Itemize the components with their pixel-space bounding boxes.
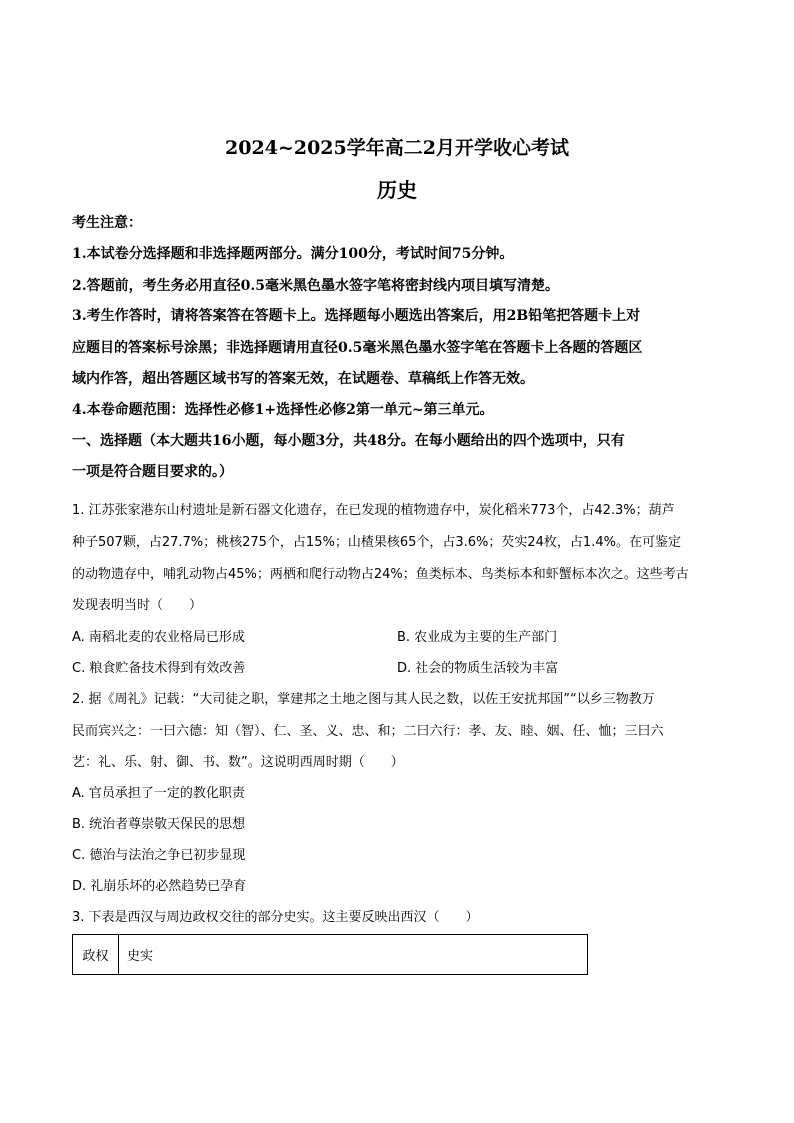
notice-item-1: 1.本试卷分选择题和非选择题两部分。满分100分，考试时间75分钟。 bbox=[72, 246, 514, 262]
notice-item-4: 4.本卷命题范围：选择性必修1+选择性必修2第一单元~第三单元。 bbox=[72, 402, 494, 418]
notice-heading: 考生注意： bbox=[72, 215, 142, 231]
question-2-line-3: 艺：礼、乐、射、御、书、数”。这说明西周时期（ ） bbox=[72, 755, 404, 770]
question-1-option-a: A. 南稻北麦的农业格局已形成 bbox=[72, 630, 245, 645]
question-2-option-c: C. 德治与法治之争已初步显现 bbox=[72, 848, 246, 863]
question-1-option-c: C. 粮食贮备技术得到有效改善 bbox=[72, 661, 246, 676]
notice-item-3-line-3: 域内作答，超出答题区域书写的答案无效，在试题卷、草稿纸上作答无效。 bbox=[72, 371, 534, 387]
question-3-line-1: 3. 下表是西汉与周边政权交往的部分史实。这主要反映出西汉（ ） bbox=[72, 910, 479, 925]
question-1-line-4: 发现表明当时（ ） bbox=[72, 598, 203, 613]
question-2-option-b: B. 统治者尊崇敬天保民的思想 bbox=[72, 817, 246, 832]
question-2-option-d: D. 礼崩乐坏的必然趋势已孕育 bbox=[72, 879, 247, 894]
section-heading-line-2: 一项是符合题目要求的。） bbox=[72, 464, 233, 480]
question-2-line-2: 民而宾兴之：一曰六德：知（智）、仁、圣、义、忠、和；二曰六行：孝、友、睦、姻、任、恤；三曰六 bbox=[72, 724, 664, 739]
question-1-line-1: 1. 江苏张家港东山村遗址是新石器文化遗存，在已发现的植物遗存中，炭化稻米773个，占42.3%；葫芦 bbox=[72, 503, 675, 518]
question-2-option-a: A. 官员承担了一定的教化职责 bbox=[72, 786, 245, 801]
table-header-history: 史实 bbox=[127, 949, 154, 964]
exam-subject: 历史 bbox=[377, 178, 417, 202]
question-1-option-d: D. 社会的物质生活较为丰富 bbox=[397, 661, 559, 676]
exam-title: 2024~2025学年高二2月开学收心考试 bbox=[225, 137, 569, 159]
question-3-table bbox=[72, 934, 588, 975]
question-1-option-b: B. 农业成为主要的生产部门 bbox=[397, 630, 558, 645]
notice-item-3-line-1: 3.考生作答时，请将答案答在答题卡上。选择题每小题选出答案后，用2B铅笔把答题卡上对 bbox=[72, 308, 641, 324]
section-heading-line-1: 一、选择题（本大题共16小题，每小题3分，共48分。在每小题给出的四个选项中，只有 bbox=[72, 433, 625, 449]
notice-item-3-line-2: 应题目的答案标号涂黑；非选择题请用直径0.5毫米黑色墨水签字笔在答题卡上各题的答题区 bbox=[72, 340, 643, 356]
notice-item-2: 2.答题前，考生务必用直径0.5毫米黑色墨水签字笔将密封线内项目填写清楚。 bbox=[72, 278, 559, 294]
question-1-line-2: 种子507颗，占27.7%；桃核275个，占15%；山楂果核65个，占3.6%；芡实24枚，占1.4%。在可鉴定 bbox=[72, 535, 681, 550]
question-1-line-3: 的动物遗存中，哺乳动物占45%；两栖和爬行动物占24%；鱼类标本、鸟类标本和虾蟹标本次之。这些考古 bbox=[72, 567, 689, 582]
question-2-line-1: 2. 据《周礼》记载：“大司徒之职，掌建邦之土地之图与其人民之数，以佐王安扰邦国”“以乡三物教万 bbox=[72, 692, 655, 707]
table-header-regime: 政权 bbox=[73, 935, 119, 974]
